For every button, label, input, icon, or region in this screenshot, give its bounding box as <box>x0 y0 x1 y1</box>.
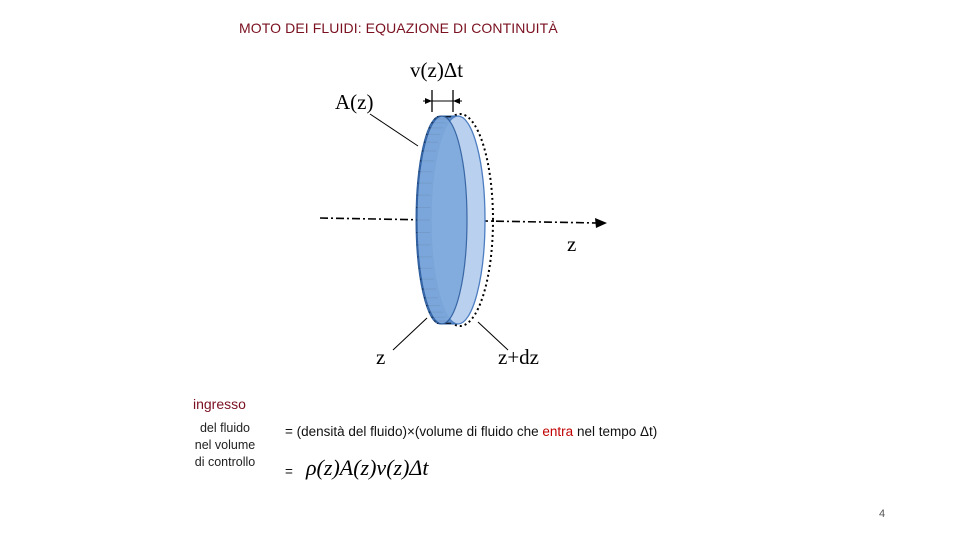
velocity-dt-label: v(z)Δt <box>410 58 464 82</box>
z-label: z <box>376 345 386 369</box>
side-note-line: di controllo <box>194 455 256 469</box>
dimension-arrow-left <box>425 98 432 104</box>
continuity-formula: ρ(z)A(z)v(z)Δt <box>306 455 429 480</box>
page-title: MOTO DEI FLUIDI: EQUAZIONE DI CONTINUITÀ <box>239 20 558 36</box>
side-note <box>180 420 270 471</box>
equation-line-2: = <box>285 464 293 479</box>
z-leader <box>393 318 427 350</box>
area-leader <box>370 114 418 146</box>
area-label: A(z) <box>335 90 374 114</box>
z-axis-arrowhead <box>595 218 607 228</box>
eq1-highlight: entra <box>542 424 574 439</box>
equation-line-1 <box>285 424 657 439</box>
z-plus-dz-label: z+dz <box>498 345 539 369</box>
ingresso-label: ingresso <box>193 396 246 412</box>
page-number: 4 <box>879 508 886 520</box>
eq1-prefix: = (densità del fluido)×(volume di fluido che <box>285 424 543 439</box>
eq1-suffix: nel tempo Δt) <box>573 424 658 439</box>
axis-z-label: z <box>567 232 577 256</box>
disk-front-face <box>417 116 467 324</box>
side-note-line: del fluido <box>199 421 251 435</box>
side-note-line: nel volume <box>194 438 256 452</box>
dimension-arrow-right <box>453 98 460 104</box>
